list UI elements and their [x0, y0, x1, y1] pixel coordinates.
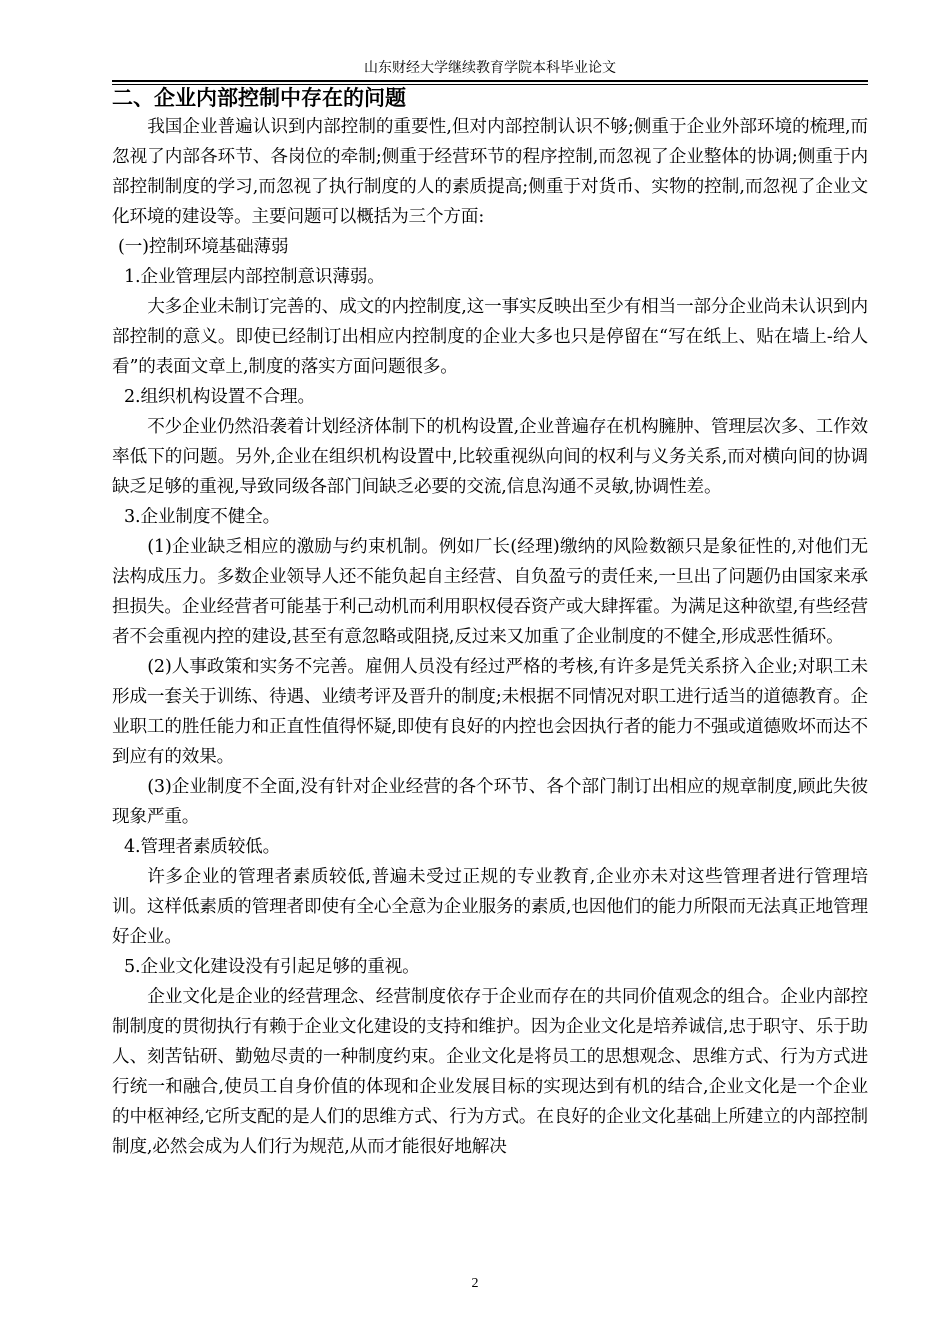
body-paragraph: 许多企业的管理者素质较低,普遍未受过正规的专业教育,企业亦未对这些管理者进行管理培训。这样低素质的管理者即使有全心全意为企业服务的素质,也因他们的能力所限而无法真正地管理好企业。 [112, 867, 868, 947]
page-body [112, 84, 868, 1162]
section-heading: 二、企业内部控制中存在的问题 [112, 85, 406, 110]
page-number: 2 [471, 1276, 479, 1291]
body-paragraph: 企业文化是企业的经营理念、经营制度依存于企业而存在的共同价值观念的组合。企业内部控制制度的贯彻执行有赖于企业文化建设的支持和维护。因为企业文化是培养诚信,忠于职守、乐于助人、刻苦钻研、勤勉尽责的一种制度约束。企业文化是将员工的思想观念、思维方式、行为方式进行统一和融合,使员工自身价值的体现和企业发展目标的实现达到有机的结合,企业文化是一个企业的中枢神经,它所支配的是人们的思维方式、行为方式。在良好的企业文化基础上所建立的内部控制制度,必然会成为人们行为规范,从而才能很好地解决 [112, 987, 868, 1157]
body-paragraph: 大多企业未制订完善的、成文的内控制度,这一事实反映出至少有相当一部分企业尚未认识到内部控制的意义。即使已经制订出相应内控制度的企业大多也只是停留在“写在纸上、贴在墙上-给人看”的表面文章上,制度的落实方面问题很多。 [112, 297, 868, 377]
subsection-heading: (一)控制环境基础薄弱 [118, 237, 289, 257]
body-paragraph: (2)人事政策和实务不完善。雇佣人员没有经过严格的考核,有许多是凭关系挤入企业;对职工未形成一套关于训练、待遇、业绩考评及晋升的制度;未根据不同情况对职工进行适当的道德教育。企业职工的胜任能力和正直性值得怀疑,即使有良好的内控也会因执行者的能力不强或道德败坏而达不到应有的效果。 [112, 657, 868, 767]
item-title: 2.组织机构设置不合理。 [124, 387, 315, 407]
body-paragraph: (3)企业制度不全面,没有针对企业经营的各个环节、各个部门制订出相应的规章制度,顾此失彼现象严重。 [112, 777, 868, 827]
item-title: 5.企业文化建设没有引起足够的重视。 [124, 957, 420, 977]
item-title: 1.企业管理层内部控制意识薄弱。 [124, 267, 385, 287]
item-title: 4.管理者素质较低。 [124, 837, 281, 857]
body-paragraph: (1)企业缺乏相应的激励与约束机制。例如厂长(经理)缴纳的风险数额只是象征性的,对他们无法构成压力。多数企业领导人还不能负起自主经营、自负盈亏的责任来,一旦出了问题仍由国家来承担损失。企业经营者可能基于利己动机而利用职权侵吞资产或大肆挥霍。为满足这种欲望,有些经营者不会重视内控的建设,甚至有意忽略或阻挠,反过来又加重了企业制度的不健全,形成恶性循环。 [112, 537, 868, 647]
item-title: 3.企业制度不健全。 [124, 507, 281, 527]
body-paragraph: 不少企业仍然沿袭着计划经济体制下的机构设置,企业普遍存在机构臃肿、管理层次多、工作效率低下的问题。另外,企业在组织机构设置中,比较重视纵向间的权利与义务关系,而对横向间的协调缺乏足够的重视,导致同级各部门间缺乏必要的交流,信息沟通不灵敏,协调性差。 [112, 417, 868, 497]
intro-paragraph: 我国企业普遍认识到内部控制的重要性,但对内部控制认识不够;侧重于企业外部环境的梳理,而忽视了内部各环节、各岗位的牵制;侧重于经营环节的程序控制,而忽视了企业整体的协调;侧重于内部控制制度的学习,而忽视了执行制度的人的素质提高;侧重于对货币、实物的控制,而忽视了企业文化环境的建设等。主要问题可以概括为三个方面: [112, 117, 868, 227]
running-header: 山东财经大学继续教育学院本科毕业论文 [364, 61, 616, 76]
header-rule-thick [112, 80, 868, 82]
